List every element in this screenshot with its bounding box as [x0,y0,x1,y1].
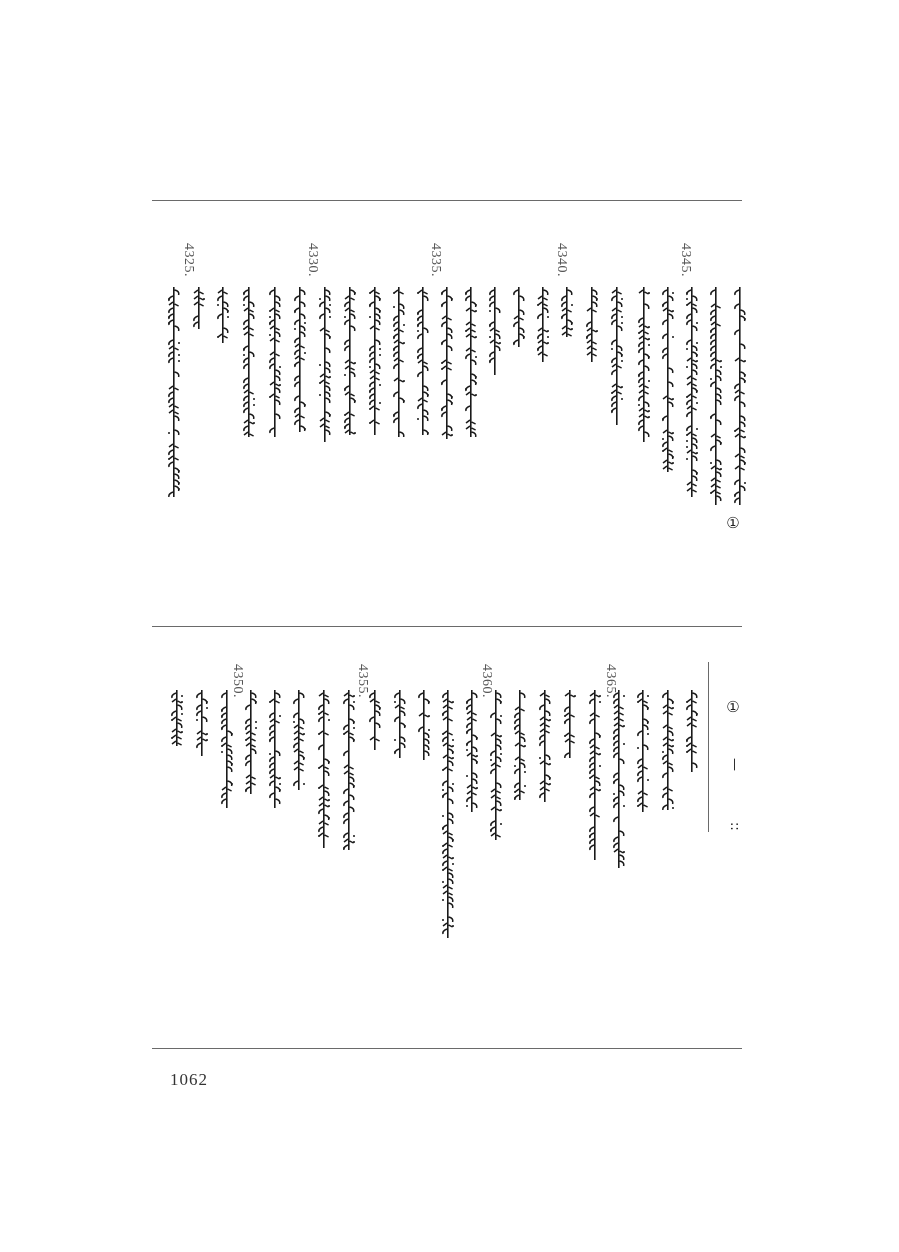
line-number: 4330. [305,243,320,277]
script-column [368,287,382,435]
script-column [661,690,675,810]
script-column [216,287,230,343]
script-column [268,287,282,437]
script-column [242,287,256,437]
script-column [488,287,502,375]
script-column [489,690,503,840]
script-column [636,690,650,812]
script-column [733,287,747,505]
script-column [393,690,407,758]
script-column [392,287,406,437]
script-column [513,690,527,800]
footnote-marker: ① [724,514,742,532]
script-column [536,287,550,362]
script-column [293,287,307,432]
script-column [195,690,209,756]
line-number: 4365. [603,664,618,698]
script-column [342,690,356,850]
line-number: 4360. [479,664,494,698]
script-column [538,690,552,802]
script-column [610,287,624,425]
script-column [661,287,675,472]
script-column [612,690,626,868]
script-column [343,287,357,435]
script-column [585,287,599,362]
script-column [709,287,723,505]
script-column [170,690,184,746]
script-column [464,287,478,437]
script-column [192,287,206,329]
script-column [368,690,382,750]
script-column [416,287,430,435]
line-number: 4355. [355,664,370,698]
script-column [318,287,332,442]
footnote-marker: ① [724,698,742,716]
script-column [560,287,574,337]
script-column [167,287,181,497]
line-number: 4325. [181,243,196,277]
script-column [417,690,431,760]
line-number: 4335. [428,243,443,277]
script-column [563,690,577,758]
script-column [588,690,602,860]
script-column [440,287,454,439]
script-column [244,690,258,794]
line-number: 4340. [554,243,569,277]
line-number: 4345. [678,243,693,277]
script-column [685,690,699,772]
top-rule [152,200,742,201]
page-number: 1062 [170,1070,208,1089]
line-number: 4350. [230,664,245,698]
script-column [317,690,331,848]
middle-rule [152,626,742,627]
script-column [268,690,282,808]
footnote-dash: — [727,758,742,771]
script-column [685,287,699,497]
script-column [220,690,234,808]
bottom-rule [152,1048,742,1049]
script-column [465,690,479,812]
footnote-end-mark: :: [727,822,742,831]
footnote-separator [708,662,709,832]
script-column [292,690,306,790]
script-column [441,690,455,938]
script-column [512,287,526,347]
script-column [637,287,651,442]
